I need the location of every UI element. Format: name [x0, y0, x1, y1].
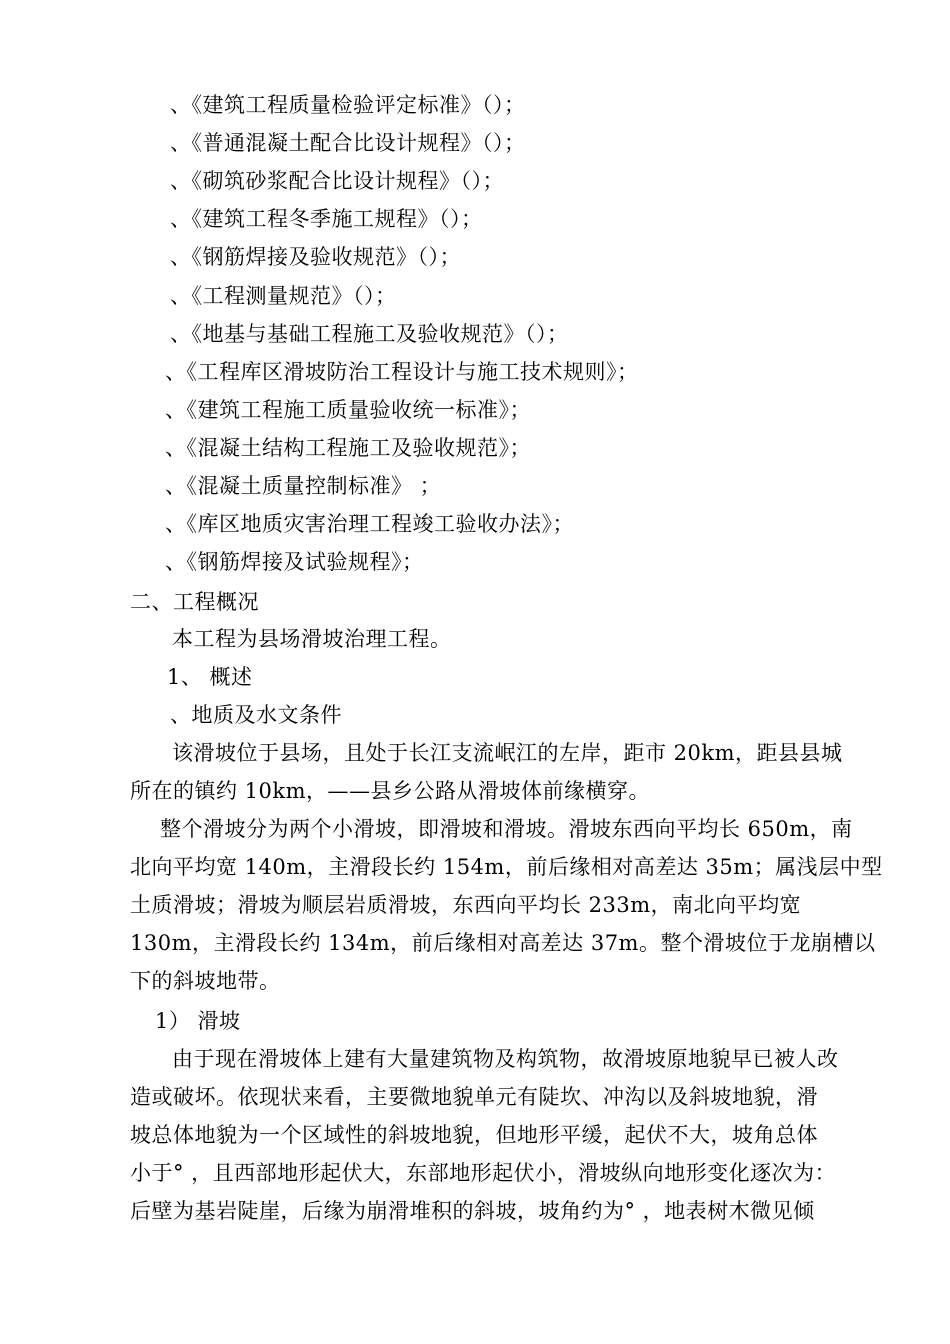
reference-item: 、《建筑工程质量检验评定标准》（）；	[170, 93, 526, 117]
reference-item: 、《钢筋焊接及试验规程》；	[165, 550, 424, 574]
reference-item: 、《工程库区滑坡防治工程设计与施工技术规则》；	[165, 360, 639, 384]
paragraph-line: 下的斜坡地带。	[130, 969, 281, 993]
subsection-heading: 1、 概述	[167, 665, 253, 689]
reference-item: 、《普通混凝土配合比设计规程》（）；	[170, 131, 526, 155]
reference-item: 、《地基与基础工程施工及验收规范》（）；	[170, 322, 569, 346]
paragraph-line: 土质滑坡；滑坡为顺层岩质滑坡，东西向平均长 233m，南北向平均宽	[130, 893, 802, 917]
reference-item: 、《混凝土质量控制标准》 ；	[165, 474, 442, 498]
paragraph-line: 所在的镇约 10km，——县乡公路从滑坡体前缘横穿。	[130, 779, 651, 803]
paragraph-line: 北向平均宽 140m，主滑段长约 154m，前后缘相对高差达 35m；属浅层中型	[130, 855, 883, 879]
paragraph-line: 整个滑坡分为两个小滑坡，即滑坡和滑坡。滑坡东西向平均长 650m，南	[160, 817, 853, 841]
paragraph-line: 小于° ，且西部地形起伏大，东部地形起伏小，滑坡纵向地形变化逐次为：	[130, 1161, 837, 1185]
paragraph-line: 后壁为基岩陡崖，后缘为崩滑堆积的斜坡，坡角约为° ，地表树木微见倾	[130, 1199, 815, 1223]
reference-item: 、《工程测量规范》（）；	[170, 284, 397, 308]
reference-item: 、《砌筑砂浆配合比设计规程》（）；	[170, 169, 504, 193]
reference-item: 、《钢筋焊接及验收规范》（）；	[170, 245, 461, 269]
paragraph-line: 坡总体地貌为一个区域性的斜坡地貌，但地形平缓，起伏不大，坡角总体	[130, 1123, 818, 1147]
section-heading: 二、工程概况	[130, 590, 259, 614]
subsection-heading: 、地质及水文条件	[170, 703, 342, 727]
reference-item: 、《建筑工程冬季施工规程》（）；	[170, 207, 483, 231]
paragraph-line: 由于现在滑坡体上建有大量建筑物及构筑物，故滑坡原地貌早已被人改	[172, 1047, 839, 1071]
paragraph-line: 造或破坏。依现状来看，主要微地貌单元有陡坎、冲沟以及斜坡地貌，滑	[130, 1085, 818, 1109]
reference-item: 、《库区地质灾害治理工程竣工验收办法》；	[165, 512, 574, 536]
reference-item: 、《混凝土结构工程施工及验收规范》；	[165, 436, 531, 460]
paragraph-line: 130m，主滑段长约 134m，前后缘相对高差达 37m。整个滑坡位于龙崩槽以	[130, 931, 876, 955]
reference-item: 、《建筑工程施工质量验收统一标准》；	[165, 398, 531, 422]
section-intro: 本工程为县场滑坡治理工程。	[172, 627, 452, 651]
subsection-heading: 1） 滑坡	[155, 1009, 241, 1033]
paragraph-line: 该滑坡位于县场，且处于长江支流岷江的左岸，距市 20km，距县县城	[172, 741, 843, 765]
